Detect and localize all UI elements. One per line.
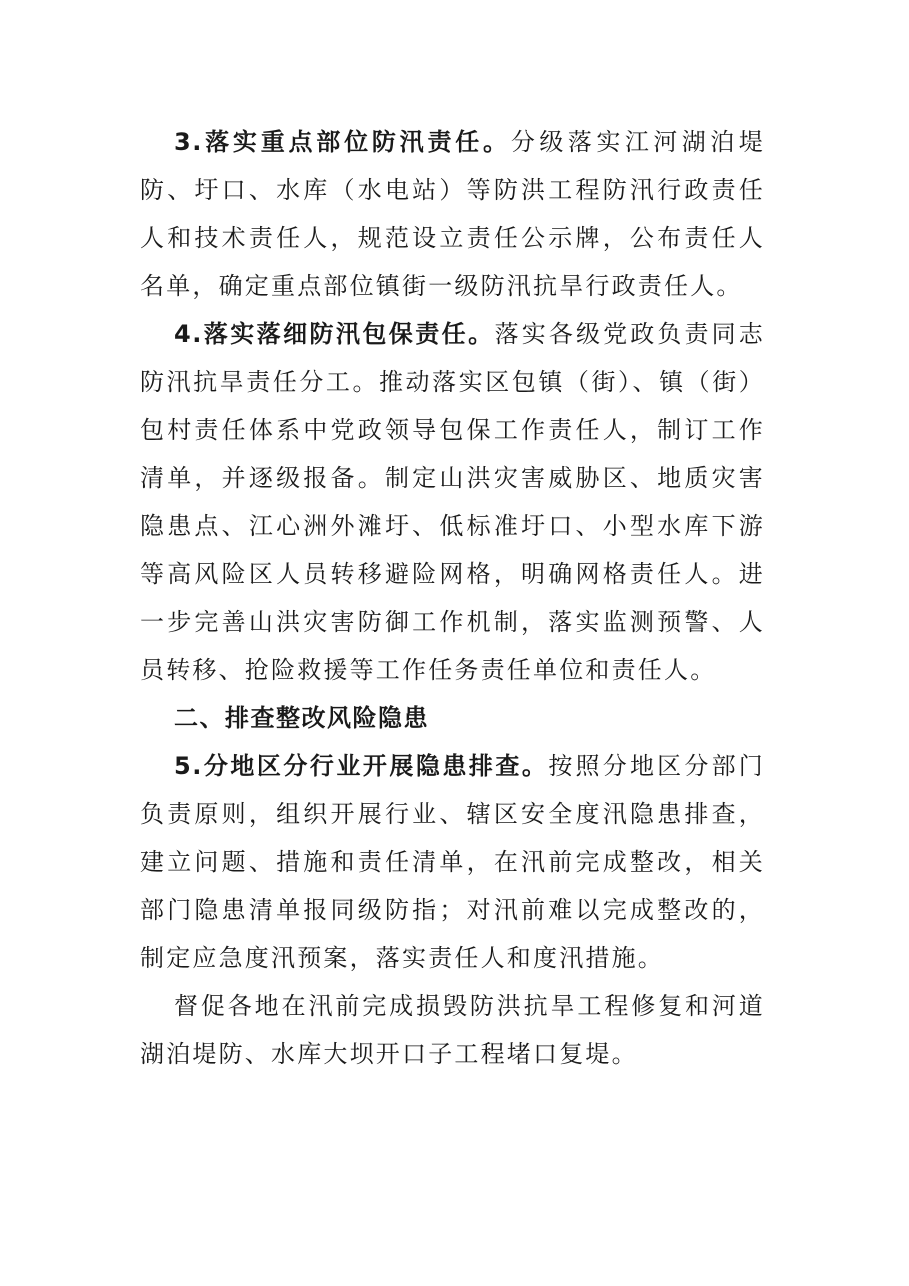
paragraph-4: [140, 310, 765, 694]
paragraph-3: [140, 118, 765, 310]
paragraph-4-heading: 4.落实落细防汛包保责任。: [174, 320, 495, 348]
section-heading: 二、排查整改风险隐患: [174, 704, 429, 732]
paragraph-3-heading: 3.落实重点部位防汛责任。: [174, 128, 511, 156]
paragraph-5-heading: 5.分地区分行业开展隐患排查。: [174, 752, 549, 780]
paragraph-5: [140, 742, 765, 982]
paragraph-6: 督促各地在汛前完成损毁防洪抗旱工程修复和河道湖泊堤防、水库大坝开口子工程堵口复堤。: [140, 992, 765, 1068]
paragraph-4-text: 落实各级党政负责同志防汛抗旱责任分工。推动落实区包镇（街）、镇（街）包村责任体系中党政领导包保工作责任人，制订工作清单，并逐级报备。制定山洪灾害威胁区、地质灾害隐患点、江心洲外滩圩、低标准圩口、小型水库下游等高风险区人员转移避险网格，明确网格责任人。进一步完善山洪灾害防御工作机制，落实监测预警、人员转移、抢险救援等工作任务责任单位和责任人。: [140, 320, 765, 684]
paragraph-5-text: 按照分地区分部门负责原则，组织开展行业、辖区安全度汛隐患排查，建立问题、措施和责任清单，在汛前完成整改，相关部门隐患清单报同级防指；对汛前难以完成整改的，制定应急度汛预案，落实责任人和度汛措施。: [140, 752, 765, 972]
document-body: [140, 118, 765, 1078]
paragraph-3-text: 分级落实江河湖泊堤防、圩口、水库（水电站）等防洪工程防汛行政责任人和技术责任人，规范设立责任公示牌，公布责任人名单，确定重点部位镇街一级防汛抗旱行政责任人。: [140, 128, 765, 300]
